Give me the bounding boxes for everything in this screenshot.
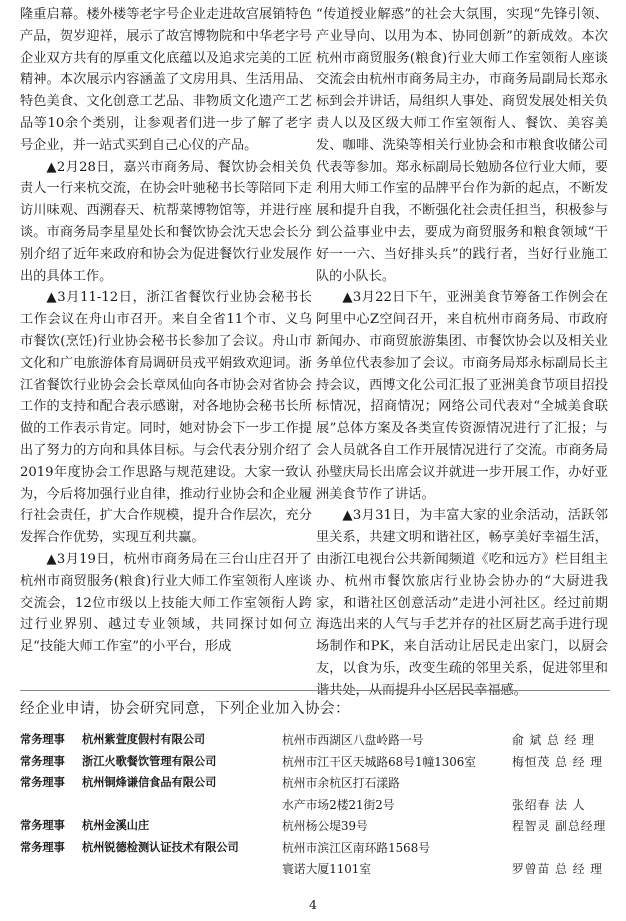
member-role: 常务理事 (20, 840, 65, 854)
member-role (20, 796, 82, 818)
article-paragraph: ▲3月31日，为丰富大家的业余活动，活跃邻里关系，共建文明和谐社区，畅享美好幸福生活，由浙江电视台公共新闻频道《吃和远方》栏目组主办、杭州市餐饮旅店行业协会协办的“大厨进我家，和谐社区创意活动”走进小河社区。经过前期海选出来的人气与手艺并存的社区厨艺高手进行现场制作和PK，来自活动让居民走出家门，以厨会友，以食为乐，改变生疏的邻里关系，促进邻里和谐共处，从而提升小区居民幸福感。 (316, 508, 608, 698)
member-contact: 罗曾苗 总 经 理 (512, 862, 604, 876)
member-role: 常务理事 (20, 733, 65, 746)
member-role (20, 860, 82, 882)
member-company: 杭州锐德检测认证技术有限公司 (82, 840, 239, 854)
table-row (20, 860, 610, 882)
article-paragraph: ▲3月11-12日，浙江省餐饮行业协会秘书长工作会议在舟山市召开。来自全省11个市、义乌市餐饮(烹饪)行业协会秘书长参加了会议。舟山市文化和广电旅游体育局调研员戎平娟致欢迎词。浙江省餐饮行业协会会长章凤仙向各市协会对省协会工作的支持和配合表示感谢，对各地协会秘书长所做的工作表示肯定。同时，她对协会下一步工作提出了努力的方向和具体目标。与会代表分别介绍了2019年度协会工作思路与规范建设。大家一致认为，今后将加强行业自律，推动行业协会和企业履行社会责任，扩大合作规模，提升合作层次，充分发挥合作优势，实现互利共赢。 (20, 290, 312, 546)
new-members-table (20, 731, 610, 882)
table-row (20, 774, 610, 796)
article-paragraph: ▲2月28日，嘉兴市商务局、餐饮协会相关负责人一行来杭交流，在协会叶驰秘书长等陪同下走访川味观、西溯春天、杭帮菜博物馆等，并进行座谈。市商务局李星星处长和餐饮协会沈天忠会长分别介绍了近年来政府和协会为促进餐饮行业发展作出的具体工作。 (20, 159, 312, 284)
member-contact (512, 774, 610, 796)
table-row (20, 731, 610, 753)
member-address: 杭州杨公堤39号 (282, 819, 368, 833)
right-article-column (316, 4, 608, 702)
member-contact (512, 839, 610, 861)
table-row (20, 796, 610, 818)
member-contact: 俞 斌 总 经 理 (512, 733, 595, 747)
table-row (20, 817, 610, 839)
member-address: 寰诺大厦1101室 (282, 862, 372, 876)
member-address: 杭州市西湖区八盘岭路一号 (282, 733, 424, 747)
member-address: 杭州市滨江区南环路1568号 (282, 840, 430, 855)
section-divider (20, 690, 610, 691)
member-company: 杭州金溪山庄 (82, 819, 150, 832)
member-role: 常务理事 (20, 819, 65, 832)
article-paragraph: 隆重启幕。楼外楼等老字号企业走进故宫展销特色产品，贺岁迎祥，展示了故宫博物院和中华老字号企业双方共有的厚重文化底蕴以及追求完美的工匠精神。本次展示内容涵盖了文房用具、生活用品、特色美食、文化创意工艺品、非物质文化遗产工艺品等10余个类别，让参观者们进一步了解了老字号企业，并一站式买到自己心仪的产品。 (20, 7, 312, 153)
member-contact: 程智灵 副总经理 (512, 819, 607, 833)
member-company: 杭州紫萱度假村有限公司 (82, 733, 206, 746)
membership-notice: 经企业申请，协会研究同意，下列企业加入协会： (20, 701, 350, 717)
member-company: 杭州铜烽谦信食品有限公司 (82, 776, 217, 789)
article-paragraph: ▲3月22日下午，亚洲美食节筹备工作例会在阿里中心Z空间召开，来自杭州市商务局、市政府新闻办、市商贸旅游集团、市餐饮协会以及相关业务单位代表参加了会议。市商务局郑永标副局长主持会议，西博文化公司汇报了亚洲美食节项目招投标情况，招商情况；网络公司代表对“全城美食联展”总体方案及各类宣传资源情况进行了汇报；与会人员就各自工作开展情况进行了交流。市商务局孙璧庆局长出席会议并就进一步开展工作，办好亚洲美食节作了讲话。 (316, 290, 608, 502)
member-address: 杭州市余杭区打石漾路 (282, 776, 400, 790)
article-paragraph: ▲3月19日，杭州市商务局在三台山庄召开了杭州市商贸服务(粮食)行业大师工作室领衔人座谈交流会，12位市级以上技能大师工作室领衔人跨过行业界别、越过专业领域，共同探讨如何立足“技能大师工作室”的小平台，形成 (20, 551, 312, 655)
member-company: 浙江火歌餐饮管理有限公司 (82, 754, 217, 768)
left-article-column (20, 4, 312, 658)
article-paragraph: “传道授业解惑”的社会大氛围，实现“先锋引领、产业导向、以用为本、协同创新”的新成效。本次杭州市商贸服务(粮食)行业大师工作室领衔人座谈交流会由杭州市商务局主办，市商务局副局长郑永标到会并讲话，局组织人事处、商贸发展处相关负责人以及区级大师工作室领衔人、餐饮、美容美发、咖啡、洗染等相关行业协会和市粮食收储公司代表等参加。郑永标副局长勉励各位行业大师，要利用大师工作室的品牌平台作为新的起点，不断发展和提升自我，不断强化社会责任担当，积极参与到公益事业中去，要成为商贸服务和粮食领域“干好一一六、当好排头兵”的践行者，当好行业施工队的小队长。 (316, 7, 608, 284)
member-contact: 张绍春 法 人 (512, 797, 586, 812)
table-row (20, 839, 610, 861)
member-company (82, 860, 282, 882)
member-role: 常务理事 (20, 754, 65, 768)
member-contact: 梅恒茂 总 经 理 (512, 754, 604, 769)
table-row (20, 753, 610, 775)
member-address: 水产市场2楼21街2号 (282, 797, 395, 812)
member-role: 常务理事 (20, 776, 65, 789)
member-address: 杭州市江干区天城路68号1幢1306室 (282, 754, 477, 769)
member-company (82, 796, 282, 818)
page-number: 4 (309, 897, 317, 912)
